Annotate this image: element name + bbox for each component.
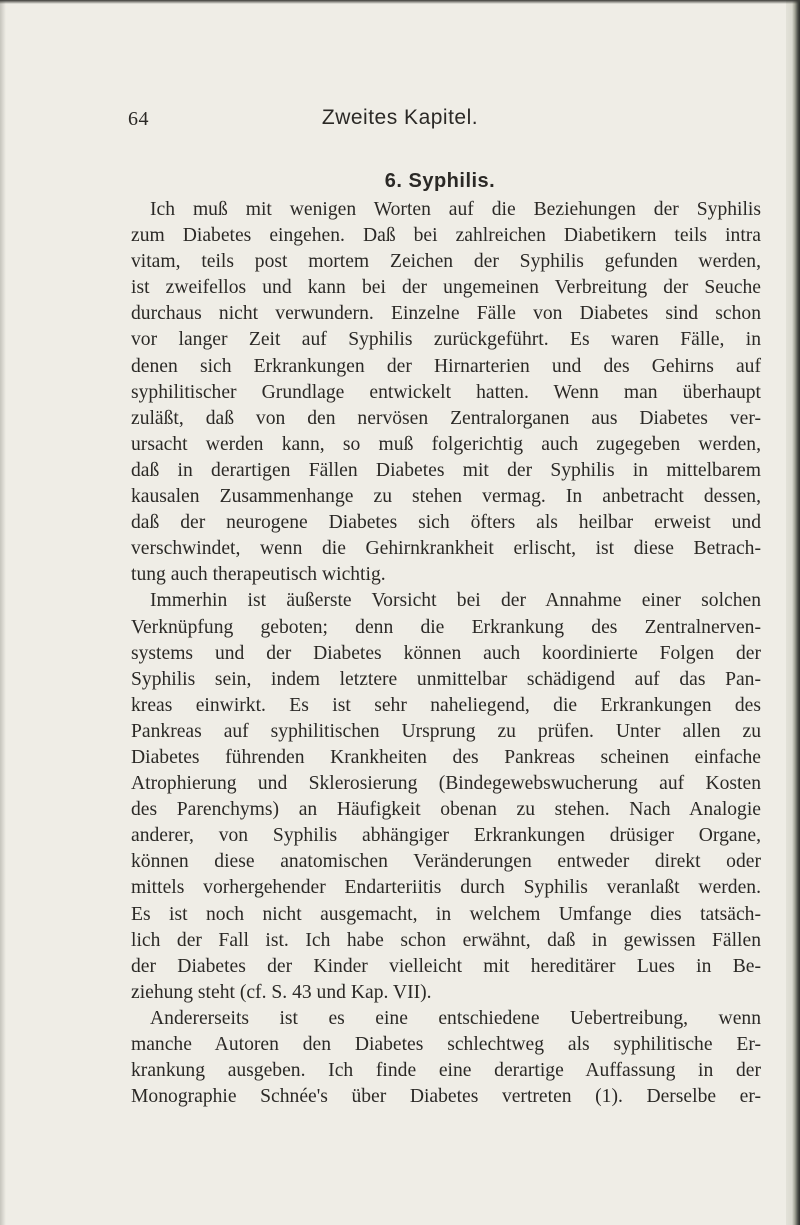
text-line: ziehung steht (cf. S. 43 und Kap. VII). — [131, 981, 432, 1003]
text-line: vitam, teils post mortem Zeichen der Syphilis gefunden werden, — [131, 251, 761, 273]
binding-shadow — [0, 0, 6, 1225]
text-line: Syphilis sein, indem letztere unmittelbar schädigend auf das Pan- — [131, 668, 761, 690]
text-line: systems und der Diabetes können auch koordinierte Folgen der — [131, 642, 761, 664]
text-line: Andererseits ist es eine entschiedene Uebertreibung, wenn — [150, 1007, 761, 1029]
text-line: anderer, von Syphilis abhängiger Erkrankungen drüsiger Organe, — [131, 825, 761, 847]
text-line: Immerhin ist äußerste Vorsicht bei der Annahme einer solchen — [150, 590, 761, 612]
text-line: ursacht werden kann, so muß folgerichtig auch zugegeben werden, — [131, 433, 761, 455]
text-line: syphilitischer Grundlage entwickelt hatten. Wenn man überhaupt — [131, 381, 761, 403]
text-line: zum Diabetes eingehen. Daß bei zahlreichen Diabetikern teils intra — [131, 225, 761, 247]
text-line: manche Autoren den Diabetes schlechtweg als syphilitische Er- — [131, 1034, 761, 1055]
text-line: vor langer Zeit auf Syphilis zurückgeführt. Es waren Fälle, in — [131, 329, 761, 351]
text-line: Diabetes führenden Krankheiten des Pankreas scheinen einfache — [131, 746, 761, 768]
text-line: der Diabetes der Kinder vielleicht mit hereditärer Lues in Be- — [131, 955, 761, 977]
text-line: Pankreas auf syphilitischen Ursprung zu prüfen. Unter allen zu — [131, 720, 761, 742]
text-line: lich der Fall ist. Ich habe schon erwähnt, daß in gewissen Fällen — [131, 929, 761, 951]
text-line: Atrophierung und Sklerosierung (Bindegewebswucherung auf Kosten — [131, 773, 761, 795]
text-line: zuläßt, daß von den nervösen Zentralorganen aus Diabetes ver- — [131, 407, 761, 429]
section-title: 6. Syphilis. — [384, 170, 496, 192]
text-line: durchaus nicht verwundern. Einzelne Fälle von Diabetes sind schon — [131, 303, 761, 325]
page-number: 64 — [128, 108, 149, 130]
body-text — [131, 197, 761, 1110]
text-line: ist zweifellos und kann bei der ungemeinen Verbreitung der Seuche — [131, 277, 761, 299]
text-line: denen sich Erkrankungen der Hirnarterien und des Gehirns auf — [131, 355, 761, 377]
text-line: kreas einwirkt. Es ist sehr naheliegend, die Erkrankungen des — [131, 694, 761, 716]
text-line: Monographie Schnée's über Diabetes vertreten (1). Derselbe er- — [131, 1086, 761, 1108]
text-line: verschwindet, wenn die Gehirnkrankheit erlischt, ist diese Betrach- — [131, 538, 761, 560]
text-line: kausalen Zusammenhange zu stehen vermag. In anbetracht dessen, — [131, 486, 761, 508]
text-line: krankung ausgeben. Ich finde eine derartige Auffassung in der — [131, 1060, 761, 1082]
page-edge — [786, 0, 800, 1225]
text-line: daß in derartigen Fällen Diabetes mit der Syphilis in mittelbarem — [131, 459, 761, 481]
text-line: Verknüpfung geboten; denn die Erkrankung des Zentralnerven- — [131, 616, 761, 638]
top-edge-shadow — [0, 0, 800, 4]
text-line: mittels vorhergehender Endarteriitis durch Syphilis veranlaßt werden. — [131, 877, 761, 899]
text-line: Ich muß mit wenigen Worten auf die Beziehungen der Syphilis — [150, 199, 761, 220]
text-line: daß der neurogene Diabetes sich öfters als heilbar erweist und — [131, 512, 761, 534]
running-title: Zweites Kapitel. — [321, 106, 479, 129]
text-line: des Parenchyms) an Häufigkeit obenan zu stehen. Nach Analogie — [131, 799, 761, 821]
text-line: können diese anatomischen Veränderungen entweder direkt oder — [131, 851, 761, 873]
text-line: tung auch therapeutisch wichtig. — [131, 564, 386, 586]
text-line: Es ist noch nicht ausgemacht, in welchem Umfange dies tatsäch- — [131, 903, 761, 925]
page-header — [0, 106, 786, 136]
